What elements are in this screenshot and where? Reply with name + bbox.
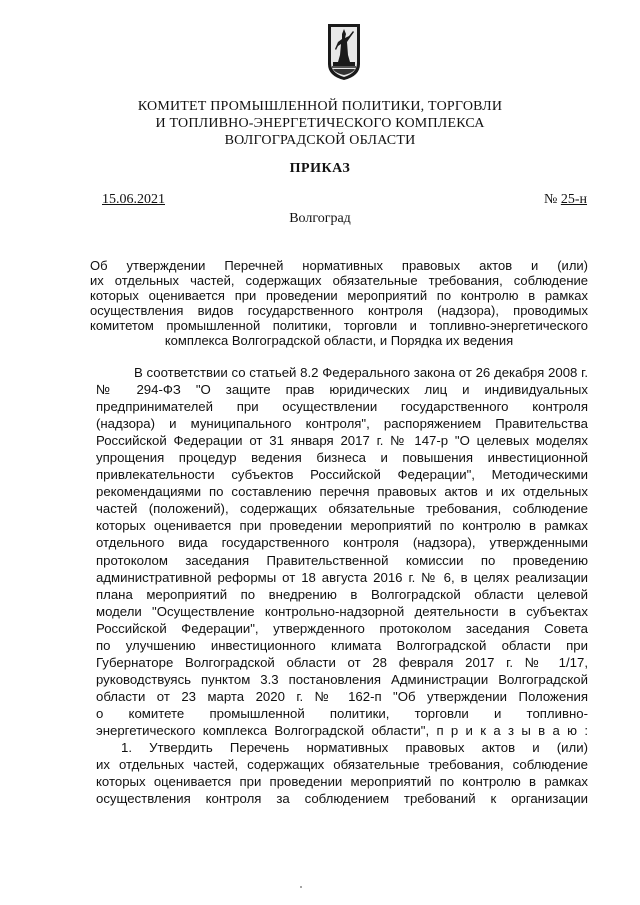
- body-line: Российской Федерации от 31 января 2017 г. № 147-р "О целевых моделях: [96, 433, 588, 449]
- body-line: по улучшению инвестиционного климата Волгоградской области при: [96, 637, 588, 653]
- subject-line: Об утверждении Перечней нормативных правовых актов и (или): [90, 258, 588, 273]
- body-line: привлекательности субъектов Российской Федерации", Методическими: [96, 467, 588, 483]
- header-line: И ТОПЛИВНО-ЭНЕРГЕТИЧЕСКОГО КОМПЛЕКСА: [155, 116, 485, 131]
- body-line: осуществления контроля за соблюдением требований к организации: [96, 791, 588, 807]
- subject-line: осуществления видов государственного контроля (надзора), проводимых: [90, 303, 588, 318]
- order-subject: [90, 258, 588, 348]
- body-line: предпринимателей при осуществлении государственного контроля: [96, 399, 588, 415]
- body-line: Российской Федерации", утвержденного протоколом заседания Совета: [96, 620, 588, 636]
- subject-line: которых оценивается при проведении мероприятий по контролю в рамках: [90, 288, 588, 303]
- body-line: протоколом заседания Правительственной комиссии по проведению: [96, 552, 588, 568]
- issuing-authority-header: [0, 98, 640, 149]
- subject-line: комитетом промышленной политики, торговли и топливно-энергетического: [90, 318, 588, 333]
- body-line: В соответствии со статьей 8.2 Федерального закона от 26 декабря 2008 г.: [134, 365, 588, 380]
- order-date: 15.06.2021: [102, 192, 165, 207]
- order-number-prefix: №: [544, 192, 561, 207]
- body-line: частей (положений), содержащих обязательные требования, соблюдение: [96, 501, 588, 517]
- order-body-text: [96, 364, 588, 807]
- body-line: упрощения процедур ведения бизнеса и повышения инвестиционной: [96, 450, 588, 466]
- body-line: плана мероприятий по внедрению в Волгоградской области целевой: [96, 586, 588, 602]
- body-line: руководствуясь пунктом 3.3 постановления Администрации Волгоградской: [96, 671, 588, 687]
- body-line: административной реформы от 18 августа 2016 г. № 6, в целях реализации: [96, 569, 588, 585]
- body-line: которых оценивается при проведении мероприятий по контролю в рамках: [96, 518, 588, 534]
- coat-of-arms-emblem: [326, 22, 362, 82]
- scan-speck: [300, 886, 302, 888]
- body-line: энергетического комплекса Волгоградской области", п р и к а з ы в а ю :: [96, 722, 588, 738]
- subject-line: их отдельных частей, содержащих обязательные требования, соблюдение: [90, 273, 588, 288]
- body-line: их отдельных частей, содержащих обязательные требования, соблюдение: [96, 757, 588, 773]
- order-number-value: 25-н: [560, 192, 588, 207]
- city-of-issue: Волгоград: [289, 211, 351, 226]
- body-line: о комитете промышленной политики, торговли и топливно-: [96, 705, 588, 721]
- body-line: (надзора) и муниципального контроля", распоряжением Правительства: [96, 416, 588, 432]
- body-line: № 294-ФЗ "О защите прав юридических лиц и индивидуальных: [96, 382, 588, 398]
- body-line: которых оценивается при проведении мероприятий по контролю в рамках: [96, 774, 588, 790]
- body-line: 1. Утвердить Перечень нормативных правовых актов и (или): [121, 740, 588, 756]
- header-line: ВОЛГОГРАДСКОЙ ОБЛАСТИ: [224, 133, 416, 148]
- body-line: области от 23 марта 2020 г. № 162-п "Об утверждении Положения: [96, 688, 588, 704]
- body-line: отдельного вида государственного контроля (надзора), утвержденными: [96, 535, 588, 551]
- body-line: рекомендациями по составлению перечня правовых актов и их отдельных: [96, 484, 588, 500]
- order-number: [544, 192, 587, 208]
- header-line: КОМИТЕТ ПРОМЫШЛЕННОЙ ПОЛИТИКИ, ТОРГОВЛИ: [137, 99, 503, 114]
- body-line: Губернаторе Волгоградской области от 28 февраля 2017 г. № 1/17,: [96, 654, 588, 670]
- document-type-title: ПРИКАЗ: [289, 161, 351, 176]
- body-line: модели "Осуществление контрольно-надзорной деятельности в субъектах: [96, 603, 588, 619]
- subject-line: комплекса Волгоградской области, и Порядка их ведения: [164, 333, 514, 348]
